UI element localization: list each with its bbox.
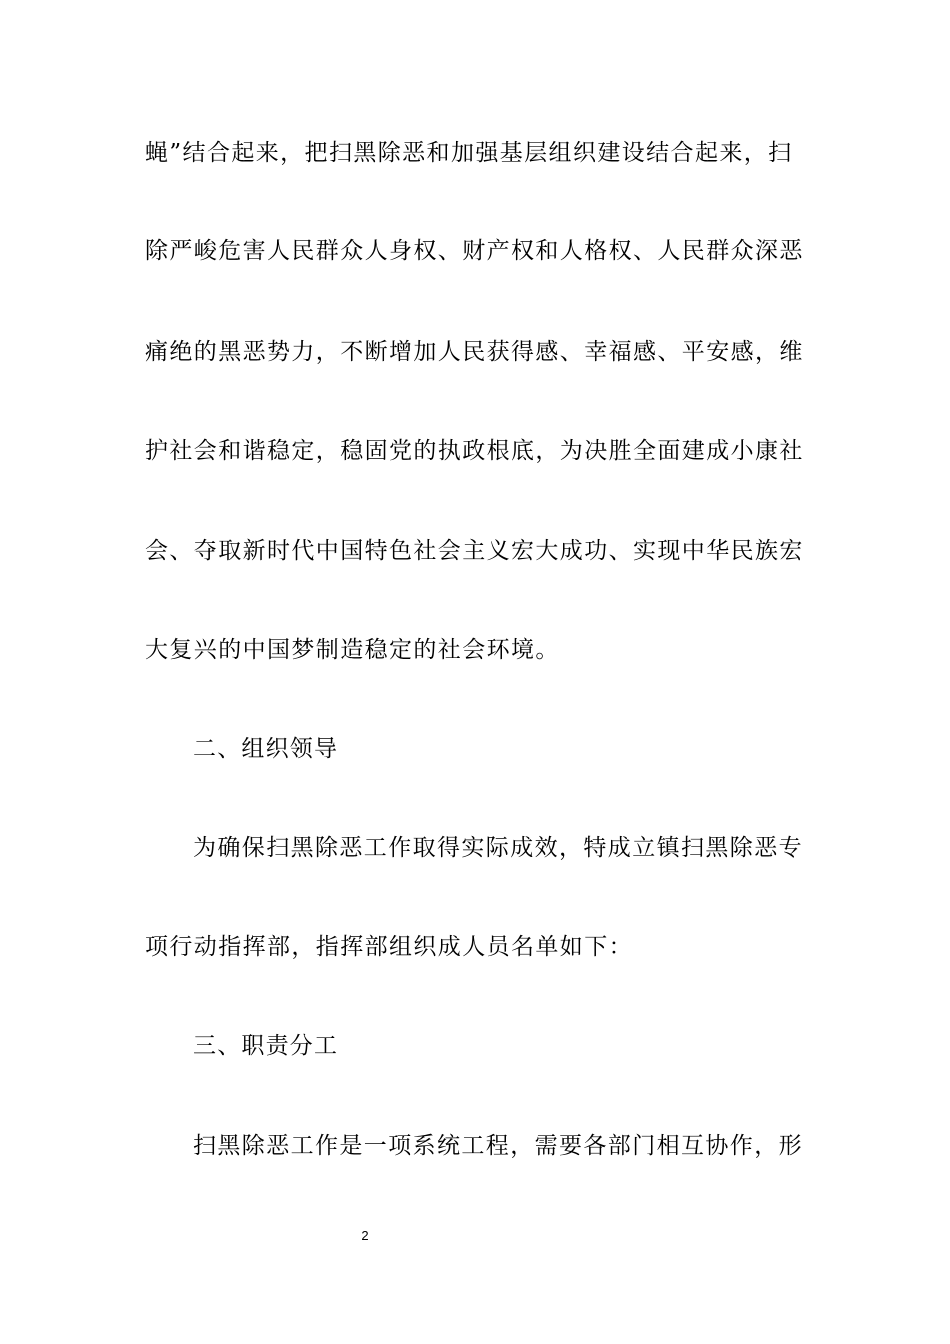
section3-paragraph-line-1: 扫黑除恶工作是一项系统工程，需要各部门相互协作，形 [193,1133,803,1159]
section-heading-organization: 二、组织领导 [193,736,339,762]
body-line-4: 护社会和谐稳定，稳固党的执政根底，为决胜全面建成小康社 [145,438,804,464]
body-line-5: 会、夺取新时代中国特色社会主义宏大成功、实现中华民族宏 [145,538,804,564]
body-line-1: 蝇”结合起来，把扫黑除恶和加强基层组织建设结合起来，扫 [145,140,793,166]
body-line-2: 除严峻危害人民群众人身权、财产权和人格权、人民群众深恶 [145,238,804,264]
section2-paragraph-line-1: 为确保扫黑除恶工作取得实际成效，特成立镇扫黑除恶专 [193,835,803,861]
body-line-6: 大复兴的中国梦制造稳定的社会环境。 [145,637,560,663]
body-line-3: 痛绝的黑恶势力，不断增加人民获得感、幸福感、平安感，维 [145,339,804,365]
section2-paragraph-line-2: 项行动指挥部，指挥部组织成人员名单如下： [145,934,633,960]
section-heading-responsibilities: 三、职责分工 [193,1033,339,1059]
page-number: 2 [361,1228,369,1243]
